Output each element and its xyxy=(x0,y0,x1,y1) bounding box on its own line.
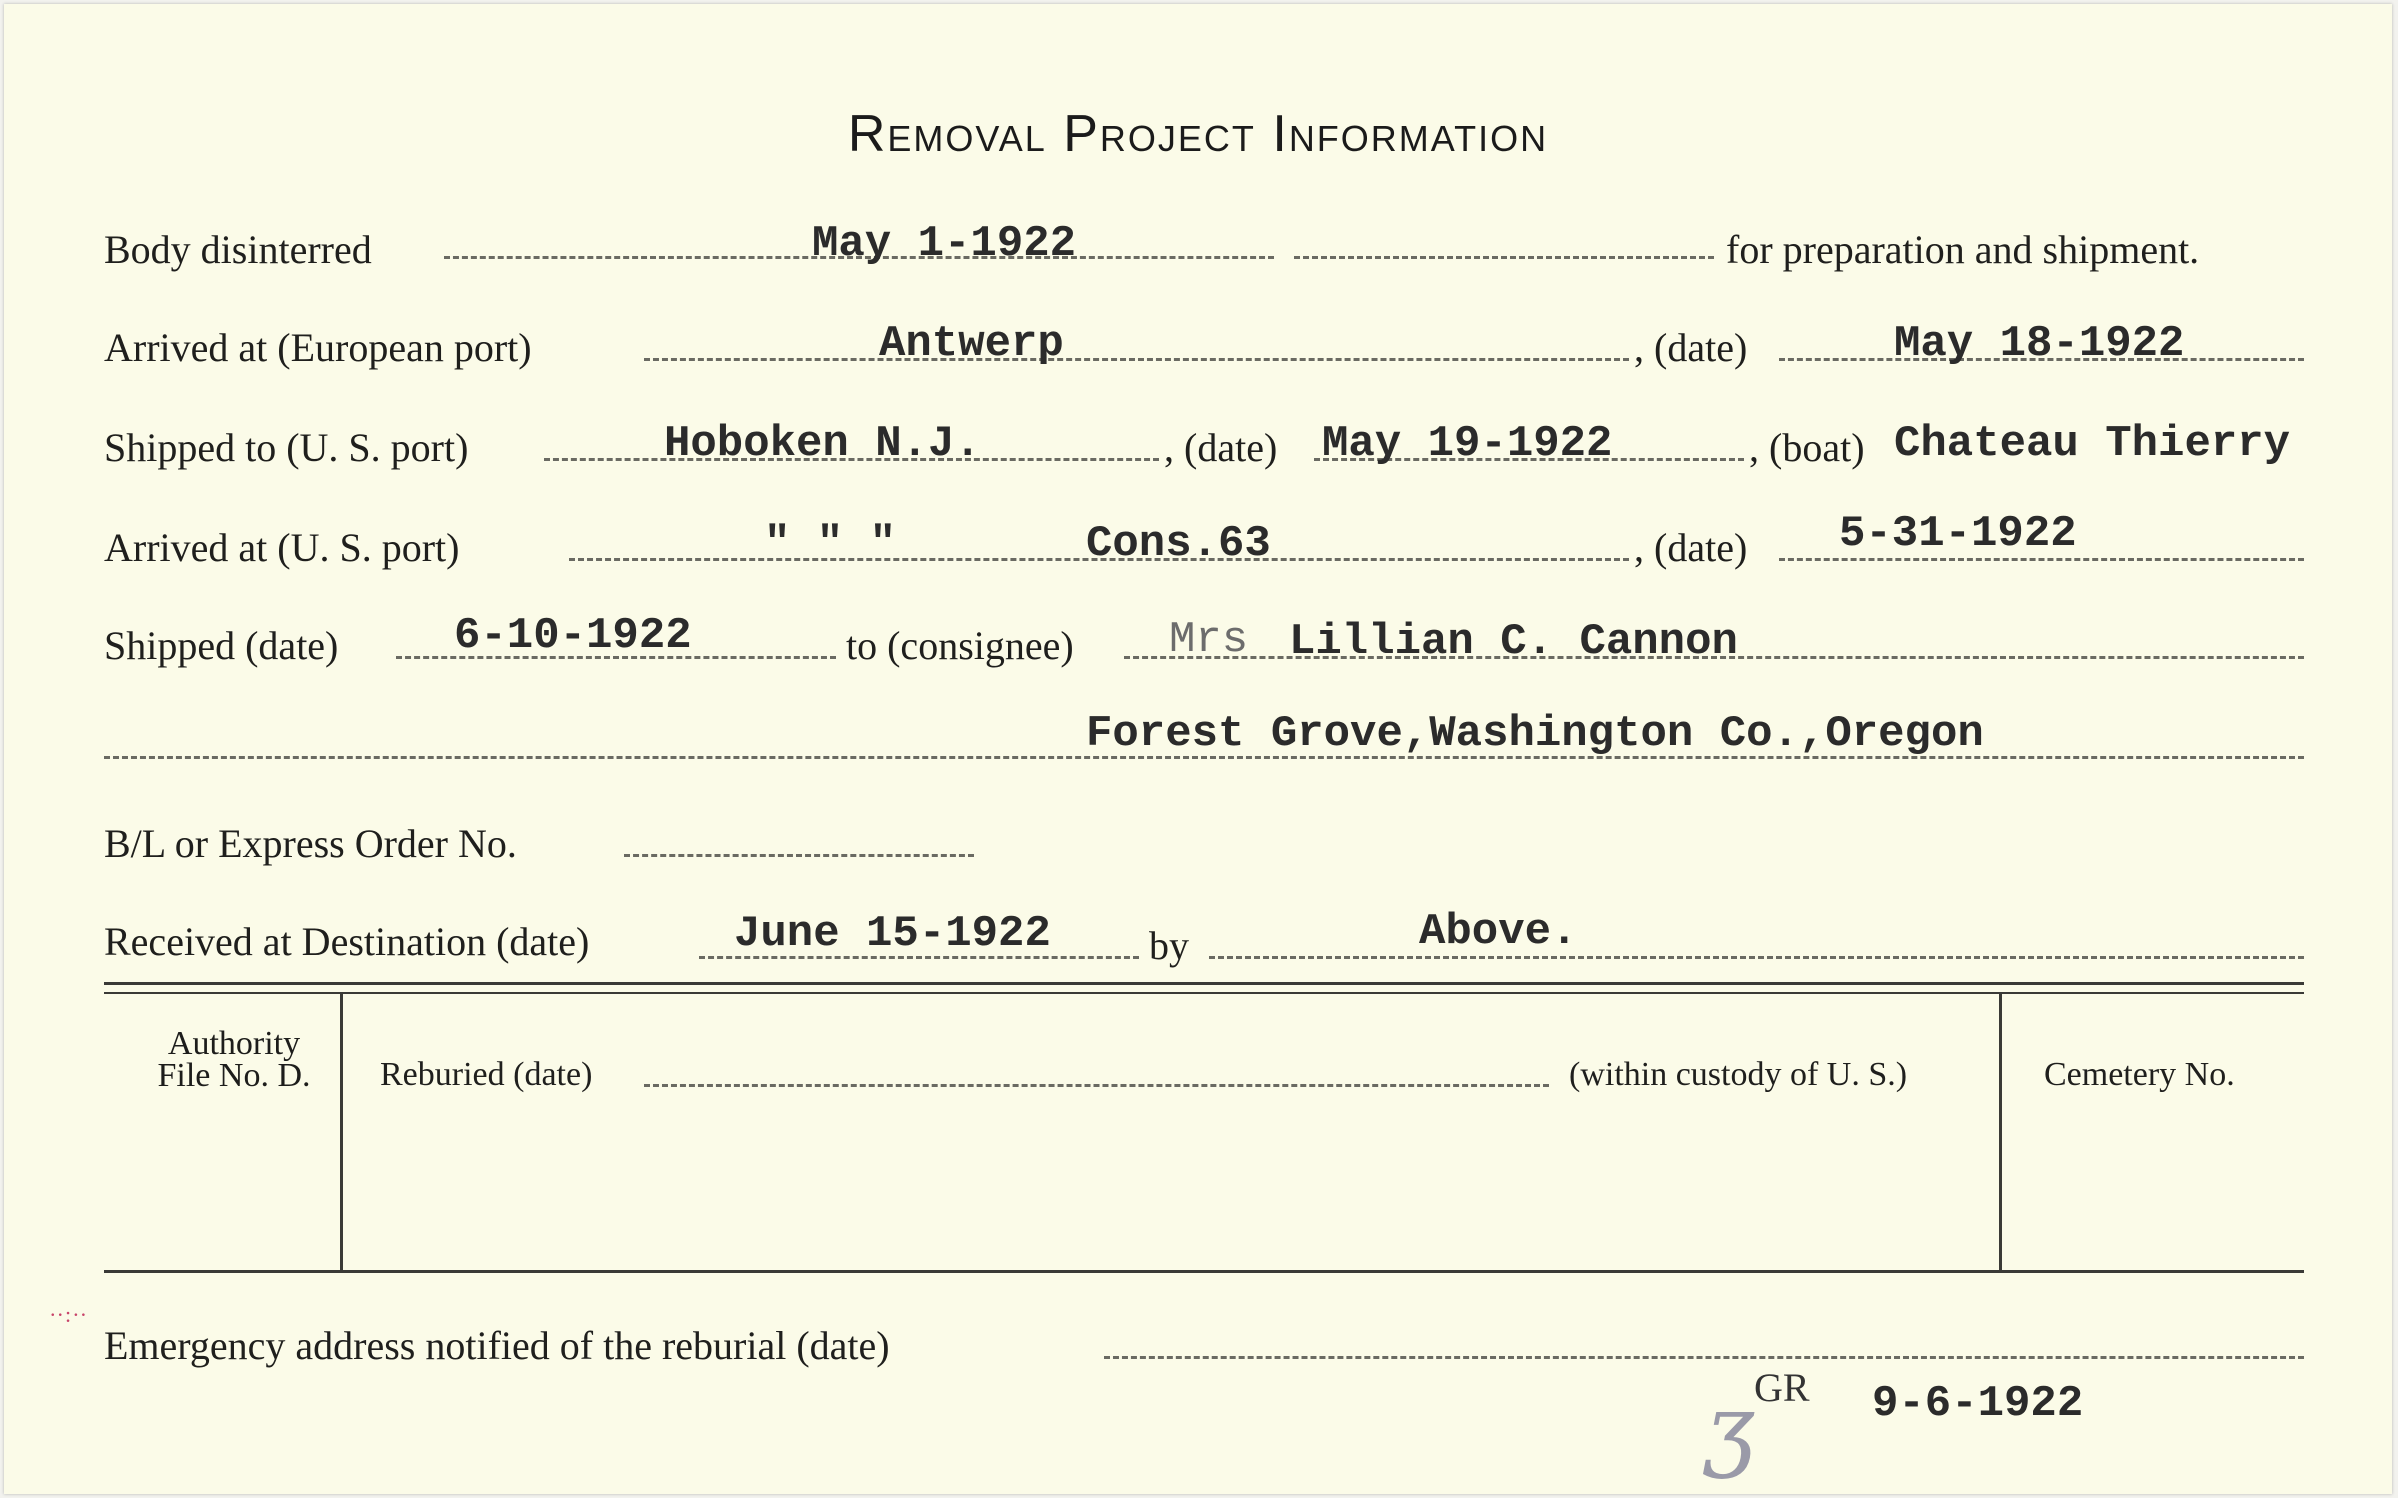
label-date: , (date) xyxy=(1634,325,1748,370)
rule-top xyxy=(104,982,2304,985)
record-card xyxy=(4,4,2392,1494)
label-consignee: to (consignee) xyxy=(846,623,1074,668)
value-us-arrival-date: 5-31-1922 xyxy=(1839,509,2077,559)
label-date: , (date) xyxy=(1634,525,1748,570)
dotted-line xyxy=(644,1084,1549,1087)
label-shipped-us-port: Shipped to (U. S. port) xyxy=(104,425,469,470)
dotted-line xyxy=(624,854,974,857)
value-shipped-date: May 19-1922 xyxy=(1322,419,1613,469)
label-cemetery-no: Cemetery No. xyxy=(2044,1056,2235,1093)
label-reburied-date: Reburied (date) xyxy=(380,1056,593,1093)
value-consignee-title: Mrs xyxy=(1169,615,1249,665)
value-us-port: Hoboken N.J. xyxy=(664,419,981,469)
value-ditto-marks: " " " xyxy=(764,519,897,569)
value-received-by: Above. xyxy=(1419,907,1578,957)
value-european-arrival-date: May 18-1922 xyxy=(1894,319,2185,369)
pencil-mark: ʒ xyxy=(1704,1376,1755,1481)
label-preparation-shipment: for preparation and shipment. xyxy=(1726,227,2200,272)
value-consignee-address: Forest Grove,Washington Co.,Oregon xyxy=(1086,709,1984,759)
label-arrived-european-port: Arrived at (European port) xyxy=(104,325,532,370)
column-divider xyxy=(1999,994,2002,1270)
value-body-disinterred-date: May 1-1922 xyxy=(812,219,1077,269)
label-emergency-address: Emergency address notified of the reburial (date) xyxy=(104,1323,890,1368)
value-european-port: Antwerp xyxy=(879,319,1064,369)
value-arrived-us-port: Cons.63 xyxy=(1086,519,1271,569)
header-authority: Authority xyxy=(167,1025,301,1062)
value-shipped-date: 6-10-1922 xyxy=(454,611,692,661)
label-arrived-us-port: Arrived at (U. S. port) xyxy=(104,525,460,570)
label-shipped-date: Shipped (date) xyxy=(104,623,339,668)
column-divider xyxy=(340,994,343,1270)
label-bl-express-order: B/L or Express Order No. xyxy=(104,821,517,866)
label-boat: , (boat) xyxy=(1749,425,1865,470)
rule-top-double xyxy=(104,992,2304,994)
page-title: Removal Project Information xyxy=(847,105,1549,163)
rule-bottom xyxy=(104,1270,2304,1273)
label-within-custody: (within custody of U. S.) xyxy=(1569,1056,1908,1093)
label-by: by xyxy=(1149,923,1189,968)
dotted-line xyxy=(1104,1356,2304,1359)
label-date: , (date) xyxy=(1164,425,1278,470)
label-received-destination: Received at Destination (date) xyxy=(104,919,590,964)
red-ink-mark: ∙∙:∙∙ xyxy=(50,1302,89,1327)
header-file-no: File No. D. xyxy=(157,1057,311,1094)
stamp-gr: GR xyxy=(1754,1365,1810,1410)
value-boat-name: Chateau Thierry xyxy=(1894,419,2291,469)
dotted-line xyxy=(1209,956,2304,959)
stamp-date: 9-6-1922 xyxy=(1872,1379,2084,1429)
value-received-date: June 15-1922 xyxy=(734,909,1051,959)
label-body-disinterred: Body disinterred xyxy=(104,227,372,272)
value-consignee-name: Lillian C. Cannon xyxy=(1289,617,1738,667)
dotted-line xyxy=(644,358,1629,361)
dotted-line xyxy=(1294,256,1714,259)
